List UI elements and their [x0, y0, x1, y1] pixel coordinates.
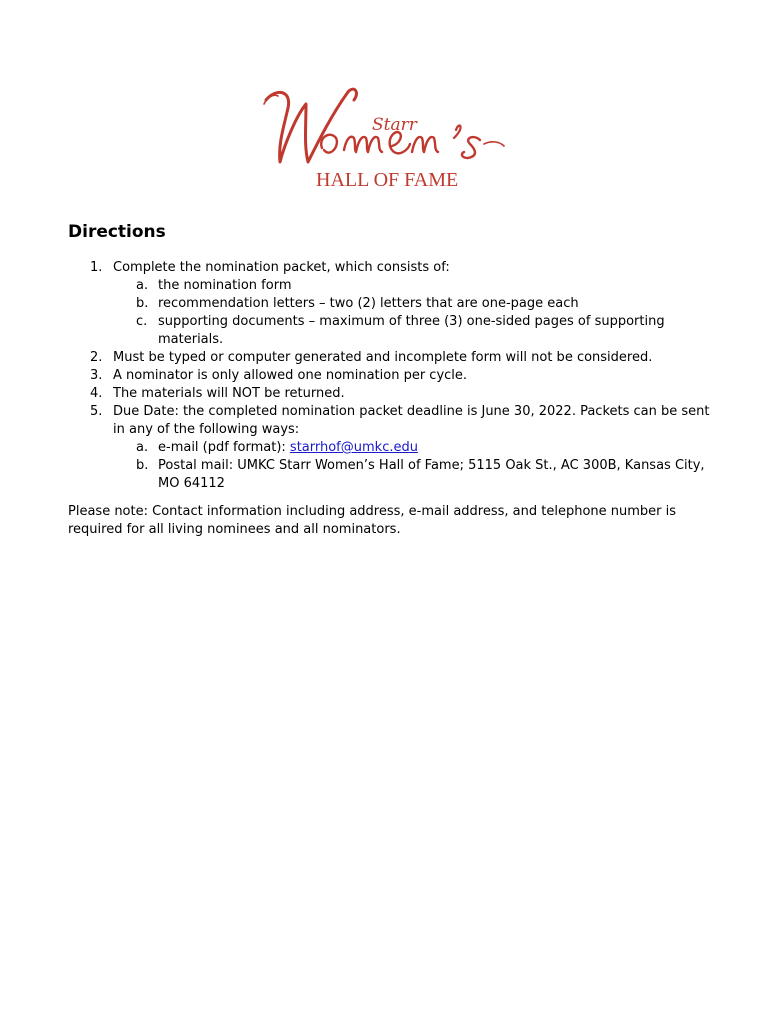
email-prefix: e-mail (pdf format): — [158, 440, 290, 455]
please-note-paragraph: Please note: Contact information including address, e-mail address, and telephone number is required for all living nominees and all nominators. — [68, 504, 677, 537]
logo-starr-text: Starr — [372, 115, 417, 135]
subitem-c: supporting documents – maximum of three (3) one-sided pages of supporting materials. — [158, 314, 665, 347]
list-item-5 — [113, 403, 718, 493]
list-item-text: Must be typed or computer generated and incomplete form will not be considered. — [113, 350, 653, 365]
logo-womens-text: Women's — [262, 86, 267, 87]
list-item-text: Due Date: the completed nomination packet deadline is June 30, 2022. Packets can be sent in any of the following ways: — [113, 404, 710, 437]
logo-graphic — [262, 86, 508, 190]
subitem-b: recommendation letters – two (2) letters that are one-page each — [158, 296, 579, 311]
starr-womens-hall-of-fame-logo — [262, 86, 508, 190]
delivery-methods-list — [113, 439, 718, 493]
list-item-3 — [113, 367, 718, 385]
list-item-2 — [113, 349, 718, 367]
list-item-text: Complete the nomination packet, which consists of: — [113, 260, 450, 275]
subitem-a: the nomination form — [158, 278, 292, 293]
directions-list — [68, 259, 718, 493]
list-item-4 — [113, 385, 718, 403]
directions-heading: Directions — [68, 222, 166, 242]
list-item-1 — [113, 259, 718, 349]
email-link[interactable]: starrhof@umkc.edu — [289, 440, 418, 455]
list-item-text: A nominator is only allowed one nomination per cycle. — [113, 368, 468, 383]
packet-contents-list — [113, 277, 718, 349]
logo-hall-of-fame-text: HALL OF FAME — [316, 169, 459, 190]
subitem-postal: Postal mail: UMKC Starr Women’s Hall of Fame; 5115 Oak St., AC 300B, Kansas City, MO 64112 — [158, 458, 705, 491]
list-item-text: The materials will NOT be returned. — [113, 386, 345, 401]
subitem-email — [158, 439, 718, 457]
document-body — [68, 259, 718, 539]
